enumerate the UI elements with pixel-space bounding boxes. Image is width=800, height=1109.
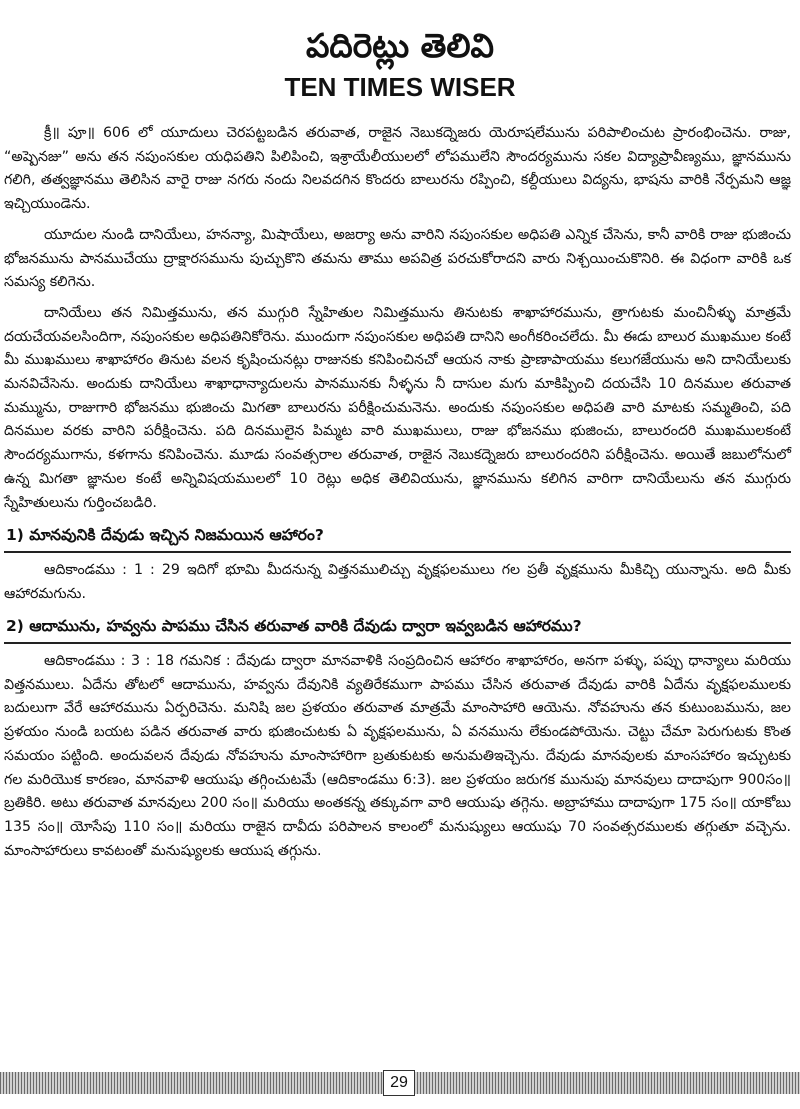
- document-body: [4, 122, 791, 870]
- page-title-english: TEN TIMES WISER: [284, 72, 516, 102]
- paragraph-3: దానియేలు తన నిమిత్తమును, తన ముగ్గురి స్నేహితుల నిమిత్తమును తినుటకు శాఖాహారమును, త్రాగుటకు మంచినీళ్ళు మాత్రమే దయచేయవలసిందిగా, నపుంసకుల అధిపతినికోరెను. ముందుగా నపుంసకుల అధిపతి దానిని అంగీకరించలేదు. మీ ఈడు బాలుర ముఖముల కంటే మీ ముఖములు శాఖాహారం తినుట వలన కృషించునట్లు రాజునకు కనిపించినచో ఆయన నాకు ప్రాణాపాయము కలుగజేయును అని దానియేలుకు మనవిచేసెను. అందుకు దానియేలు శాఖాధాన్యాదులను పానమునకు నీళ్ళను నీ దాసుల మగు మాకిప్పించి దయచేసి 10 దినముల తరువాత మమ్మును, రాజుగారి భోజనము భుజించు మిగతా బాలురను పరీక్షించుమనెను. అందుకు నపుంసకుల అధిపతి వారి మాటకు సమ్మతించి, పది దినముల వరకు వారిని పరీక్షించెను. పది దినములైన పిమ్మట వారి ముఖములు, రాజు భోజనము భుజించు, బాలురందరి ముఖములకంటే సౌందర్యముగాను, కళగాను కనిపించెను. మూడు సంవత్సరాల తరువాత, రాజైన నెబుకద్నెజరు బాలురందరిని పరీక్షించెను. అయితే జబులోనులో ఉన్న మిగతా జ్ఞానుల కంటే అన్నివిషయములలో 10 రెట్లు అధిక తెలివియును, జ్ఞానమును కలిగిన వారిగా దానియేలును తన ముగ్గురు స్నేహితులును గుర్తించబడిరి.: [4, 304, 791, 511]
- paragraph-2: యూదుల నుండి దానియేలు, హనన్యా, మిషాయేలు, అజర్యా అను వారిని నపుంసకుల అధిపతి ఎన్నిక చేసెను, కానీ వారికి రాజు భుజించు భోజనమును పానముచేయు ద్రాక్షారసమును పుచ్చుకొని తమను తాము అపవిత్ర పరచుకోరాదని వారు నిశ్చయించుకొనిరి. ఈ విధంగా వారికి ఒక సమస్య కలిగెను.: [4, 226, 791, 291]
- page-number: 29: [383, 1070, 415, 1096]
- page-title-telugu: పదిరెట్లు తెలివి: [305, 26, 495, 65]
- question-1-divider: [4, 551, 791, 553]
- question-2-divider: [4, 642, 791, 644]
- question-2-heading: 2) ఆదామును, హవ్వను పాపము చేసిన తరువాత వారికి దేవుడు ద్వారా ఇవ్వబడిన ఆహారము?: [6, 617, 582, 636]
- question-1-answer: ఆదికాండము : 1 : 29 ఇదిగో భూమి మీదనున్న విత్తనములిచ్చు వృక్షఫలములు గల ప్రతీ వృక్షమును మీకిచ్చి యున్నాను. అది మీకు ఆహారమగును.: [4, 561, 791, 602]
- paragraph-1: క్రీ॥ పూ॥ 606 లో యూదులు చెరపట్టబడిన తరువాత, రాజైన నెబుకద్నెజరు యెరూషలేమును పరిపాలించుట ప్రారంభించెను. రాజు, “అష్పెనజు” అను తన నపుంసకుల యధిపతిని పిలిపించి, ఇశ్రాయేలీయులలో లోపములేని సౌందర్యమును సకల విద్యాప్రావీణ్యము, జ్ఞానమును గలిగి, తత్వజ్ఞానము తెలిసిన వారై రాజు నగరు నందు నిలవదగిన కొందరు బాలురను రప్పించి, కల్దీయులు విద్యను, భాషను వారికి నేర్పమని ఆజ్ఞ ఇచ్చియుండెను.: [4, 125, 791, 213]
- question-1-heading: 1) మానవునికి దేవుడు ఇచ్చిన నిజమయిన ఆహారం?: [6, 526, 324, 545]
- question-2-answer: ఆదికాండము : 3 : 18 గమనిక : దేవుడు ద్వారా మానవాళికి సంప్రదించిన ఆహారం శాఖాహారం, అనగా పళ్ళు, పప్పు ధాన్యాలు మరియు విత్తనములు. ఏదేను తోటలో ఆదామును, హవ్వను దేవునికి వ్యతిరేకముగా పాపము చేసిన తరువాత దేవుడు వారికి ఏదేను వృక్షఫలములకు బదులుగా వేరే ఆహారమును ఏర్పరిచెను. మనిషి జల ప్రళయం తరువాత మాత్రమే మాంసాహారి ఆయెను. నోవహును తన కుటుంబమును, జల ప్రళయం నుండి బయట పడిన తరువాత వారు భుజించుటకు ఏ వృక్షఫలమును, ఏ వనమును లేకుండపోయెను. చెట్టు చేమా పెరుగుటకు కొంత సమయం పట్టింది. అందువలన దేవుడు నోవహును మాంసాహారిగా బ్రతుకుటకు అనుమతిఇచ్చెను. దేవుడు మానవులకు మాంసహారం ఇచ్చుటకు గల మరియొక కారణం, మానవాళి ఆయుషు తగ్గించుటమే (ఆదికాండము 6:3). జల ప్రళయం జరుగక మునుపు మానవులు దాదాపుగా 900సం॥ బ్రతికిరి. అటు తరువాత మానవులు 200 సం॥ మరియు అంతకన్న తక్కువగా వారి ఆయుషు తగ్గెను. అబ్రాహాము దాదాపుగా 175 సం॥ యాకోబు 135 సం॥ యోసేపు 110 సం॥ మరియు రాజైన దావీదు పరిపాలన కాలంలో మనుష్యులు ఆయుషు 70 సంవత్సరములకు తగ్గుతూ వచ్చెను. మాంసాహారులు కావటంతో మనుష్యులకు ఆయుష తగ్గును.: [4, 653, 791, 859]
